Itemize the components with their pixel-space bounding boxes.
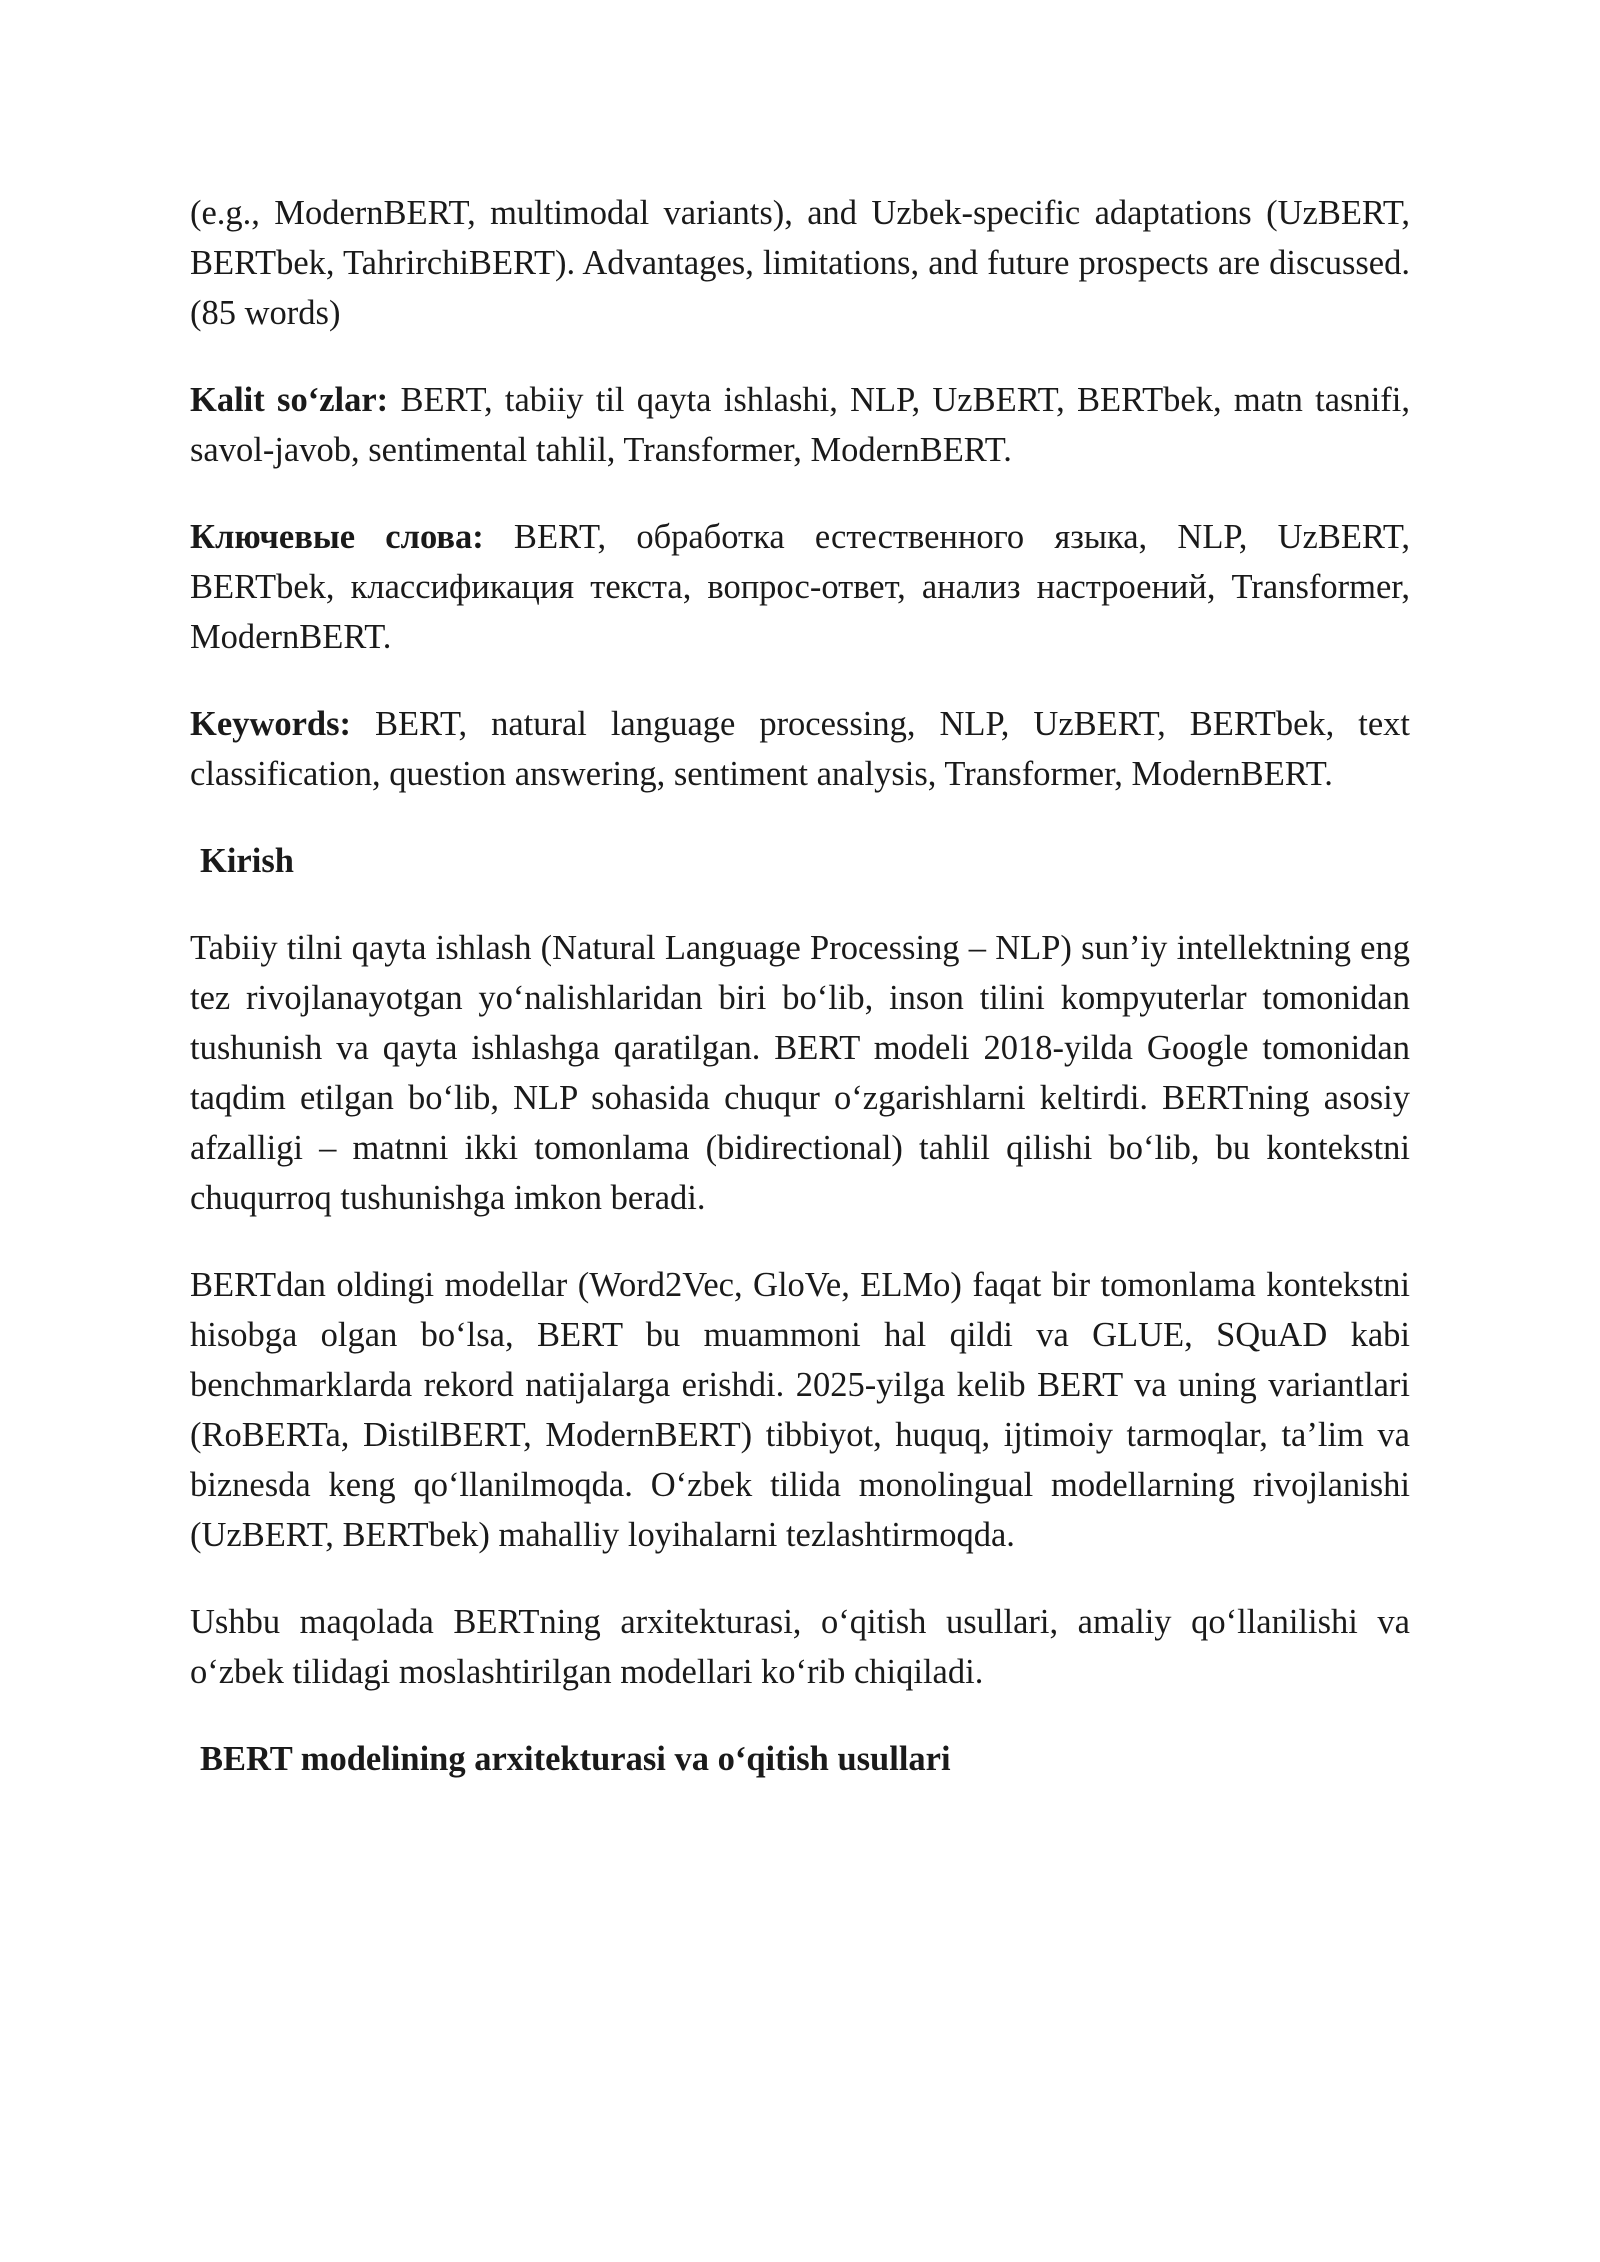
keywords-ru-label: Ключевые слова: bbox=[190, 518, 484, 556]
keywords-ru-text: BERT, обработка естественного языка, NLP, UzBERT, BERTbek, классификация текста, вопрос-ответ, анализ настроений, Transformer, ModernBERT. bbox=[190, 518, 1410, 656]
keywords-uz bbox=[190, 375, 1410, 475]
section-heading-architecture: BERT modelining arxitekturasi va o‘qitish usullari bbox=[200, 1740, 951, 1778]
keywords-en-label: Keywords: bbox=[190, 705, 351, 743]
intro-paragraph-3: Ushbu maqolada BERTning arxitekturasi, o‘qitish usullari, amaliy qo‘llanilishi va o‘zbek tilidagi moslashtirilgan modellari ko‘rib chiqiladi. bbox=[190, 1603, 1410, 1691]
abstract-tail-paragraph: (e.g., ModernBERT, multimodal variants), and Uzbek-specific adaptations (UzBERT, BERTbek, TahrirchiBERT). Advantages, limitations, and future prospects are discussed. (85 words) bbox=[190, 194, 1410, 332]
keywords-ru bbox=[190, 512, 1410, 662]
section-heading-intro: Kirish bbox=[200, 842, 294, 880]
keywords-uz-text: BERT, tabiiy til qayta ishlashi, NLP, UzBERT, BERTbek, matn tasnifi, savol-javob, sentimental tahlil, Transformer, ModernBERT. bbox=[190, 381, 1410, 469]
keywords-en-text: BERT, natural language processing, NLP, UzBERT, BERTbek, text classification, question answering, sentiment analysis, Transformer, ModernBERT. bbox=[190, 705, 1410, 793]
document-page bbox=[190, 188, 1410, 1821]
intro-paragraph-1: Tabiiy tilni qayta ishlash (Natural Language Processing – NLP) sun’iy intellektning eng tez rivojlanayotgan yo‘nalishlaridan biri bo‘lib, inson tilini kompyuterlar tomonidan tushunish va qayta ishlashga qaratilgan. BERT modeli 2018-yilda Google tomonidan taqdim etilgan bo‘lib, NLP sohasida chuqur o‘zgarishlarni keltirdi. BERTning asosiy afzalligi – matnni ikki tomonlama (bidirectional) tahlil qilishi bo‘lib, bu kontekstni chuqurroq tushunishga imkon beradi. bbox=[190, 929, 1410, 1217]
keywords-en bbox=[190, 699, 1410, 799]
keywords-uz-label: Kalit so‘zlar: bbox=[190, 381, 389, 419]
intro-paragraph-2: BERTdan oldingi modellar (Word2Vec, GloVe, ELMo) faqat bir tomonlama kontekstni hisobga olgan bo‘lsa, BERT bu muammoni hal qildi va GLUE, SQuAD kabi benchmarklarda rekord natijalarga erishdi. 2025-yilga kelib BERT va uning variantlari (RoBERTa, DistilBERT, ModernBERT) tibbiyot, huquq, ijtimoiy tarmoqlar, ta’lim va biznesda keng qo‘llanilmoqda. O‘zbek tilida monolingual modellarning rivojlanishi (UzBERT, BERTbek) mahalliy loyihalarni tezlashtirmoqda. bbox=[190, 1266, 1410, 1554]
